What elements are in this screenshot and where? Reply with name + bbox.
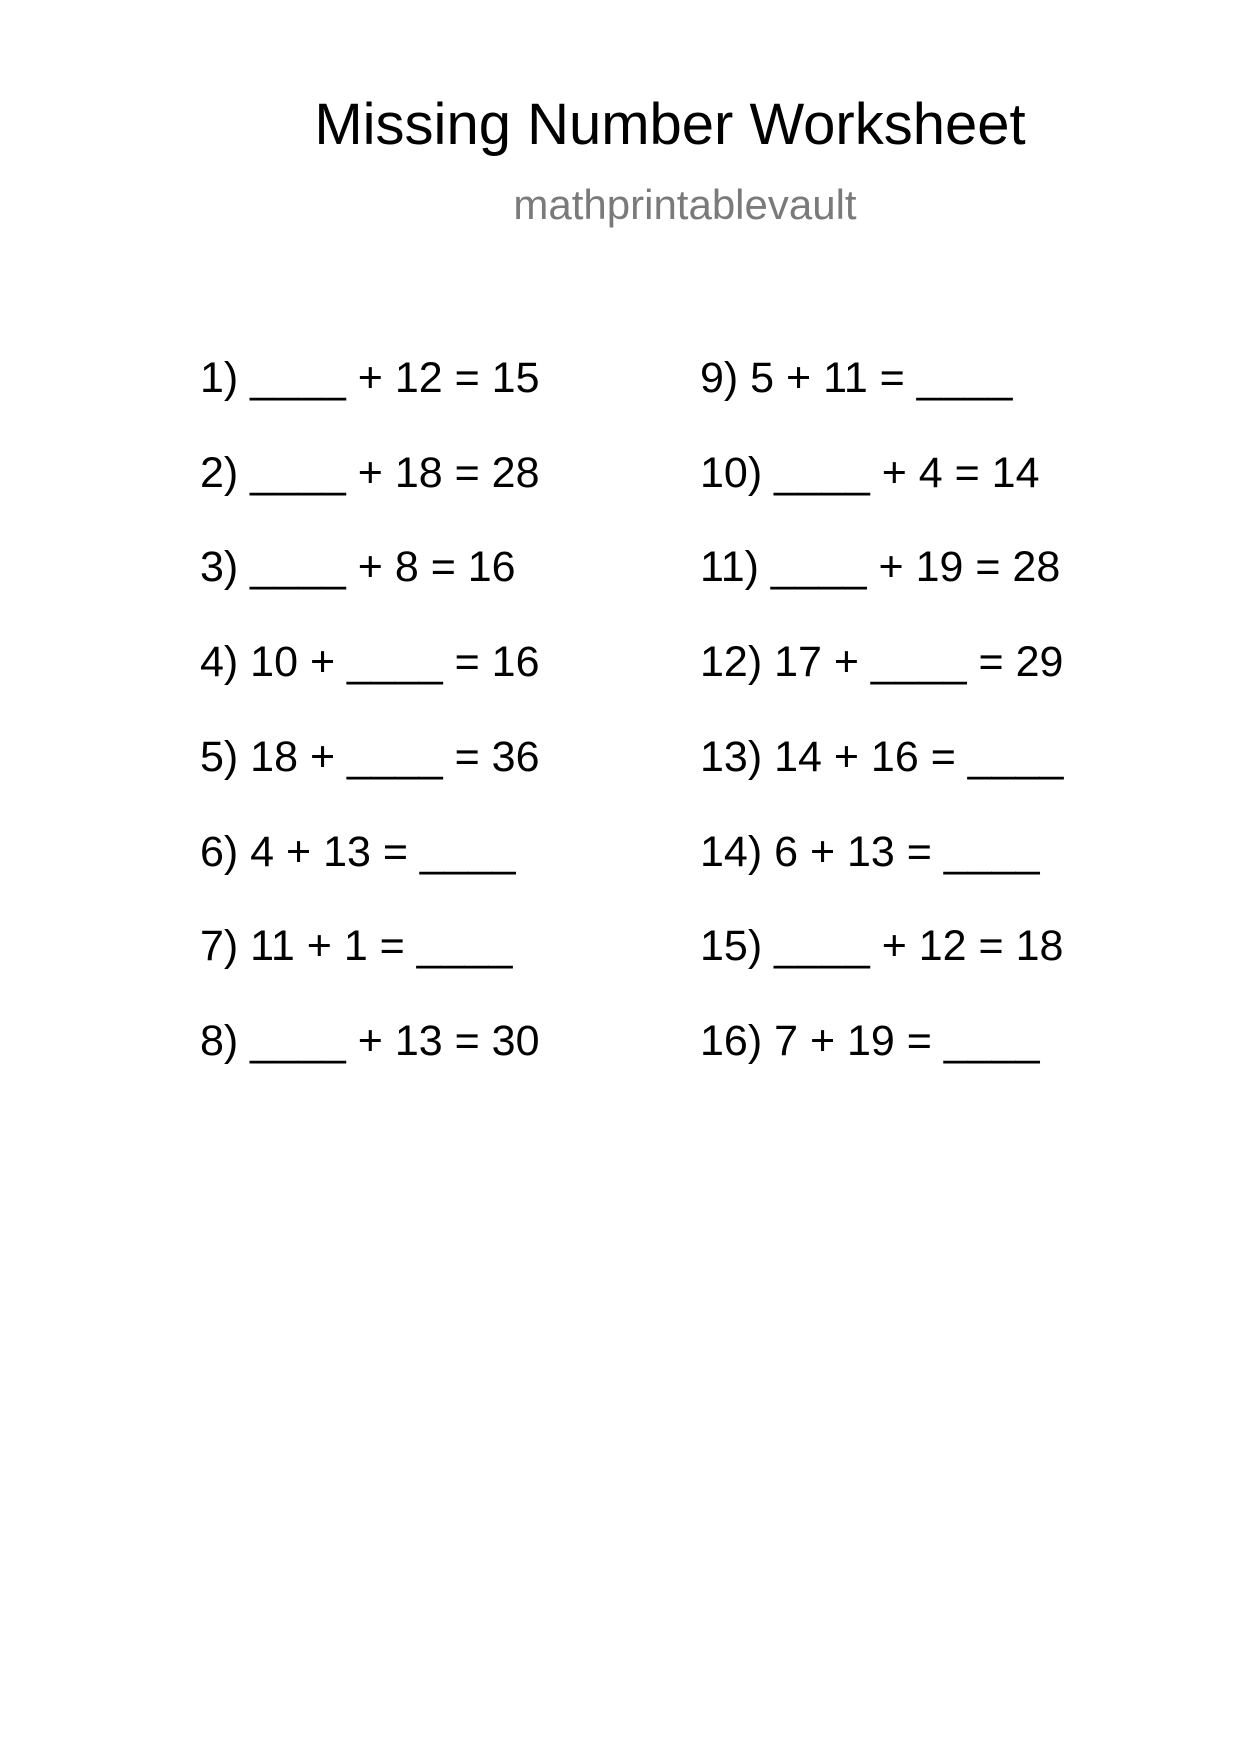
problem-13: 13) 14 + 16 = ____: [700, 733, 1064, 781]
problem-15: 15) ____ + 12 = 18: [700, 922, 1064, 970]
problem-10: 10) ____ + 4 = 14: [700, 449, 1040, 497]
problem-16: 16) 7 + 19 = ____: [700, 1017, 1040, 1065]
problem-9: 9) 5 + 11 = ____: [700, 354, 1013, 402]
problem-4: 4) 10 + ____ = 16: [200, 638, 540, 686]
worksheet-title: Missing Number Worksheet: [314, 92, 1026, 157]
problem-14: 14) 6 + 13 = ____: [700, 828, 1040, 876]
problem-12: 12) 17 + ____ = 29: [700, 638, 1064, 686]
problem-7: 7) 11 + 1 = ____: [200, 922, 513, 970]
problem-3: 3) ____ + 8 = 16: [200, 543, 516, 591]
problem-2: 2) ____ + 18 = 28: [200, 449, 540, 497]
problem-5: 5) 18 + ____ = 36: [200, 733, 540, 781]
problem-1: 1) ____ + 12 = 15: [200, 354, 540, 402]
worksheet-subtitle: mathprintablevault: [513, 181, 857, 228]
problem-11: 11) ____ + 19 = 28: [700, 543, 1061, 591]
problem-6: 6) 4 + 13 = ____: [200, 828, 516, 876]
problem-8: 8) ____ + 13 = 30: [200, 1017, 540, 1065]
